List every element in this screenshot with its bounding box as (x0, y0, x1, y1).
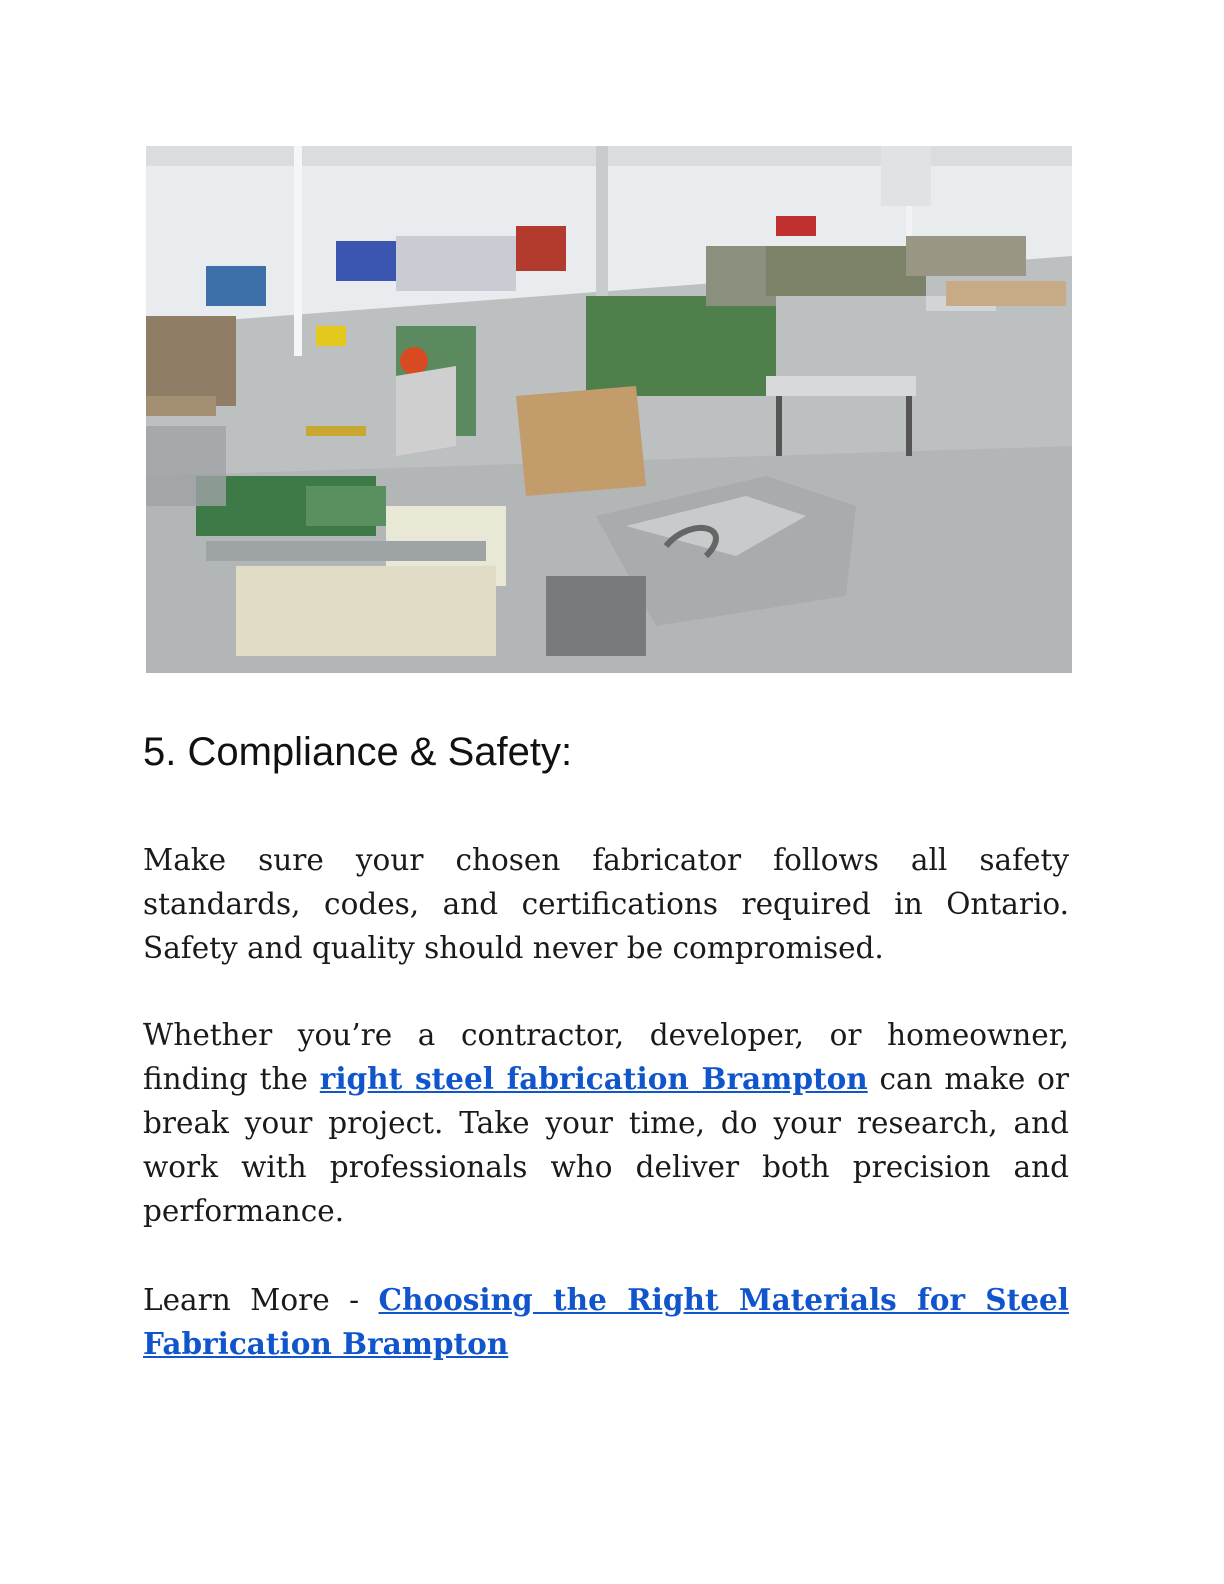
paragraph-closing-text-start: Whether you’re a contractor, developer, or homeowner, finding the (143, 1018, 1069, 1096)
paragraph-closing-text-end: can make or break your project. Take your time, do your research, and work with professionals who deliver both precision and performance. (143, 1062, 1069, 1228)
section-heading: 5. Compliance & Safety: (143, 730, 573, 774)
steel-fabrication-link[interactable]: right steel fabrication Brampton (319, 1061, 868, 1096)
learn-more-link[interactable]: Choosing the Right Materials for Steel Fabrication Brampton (143, 1282, 1069, 1361)
paragraph-learn-more (143, 1278, 1069, 1366)
workshop-photo (146, 146, 1072, 673)
paragraph-safety: Make sure your chosen fabricator follows all safety standards, codes, and certifications required in Ontario. Safety and quality should never be compromised. (143, 843, 1069, 965)
paragraph-closing (143, 1013, 1069, 1233)
learn-more-label: Learn More - (143, 1283, 379, 1317)
factory-photo-icon (146, 146, 1072, 673)
